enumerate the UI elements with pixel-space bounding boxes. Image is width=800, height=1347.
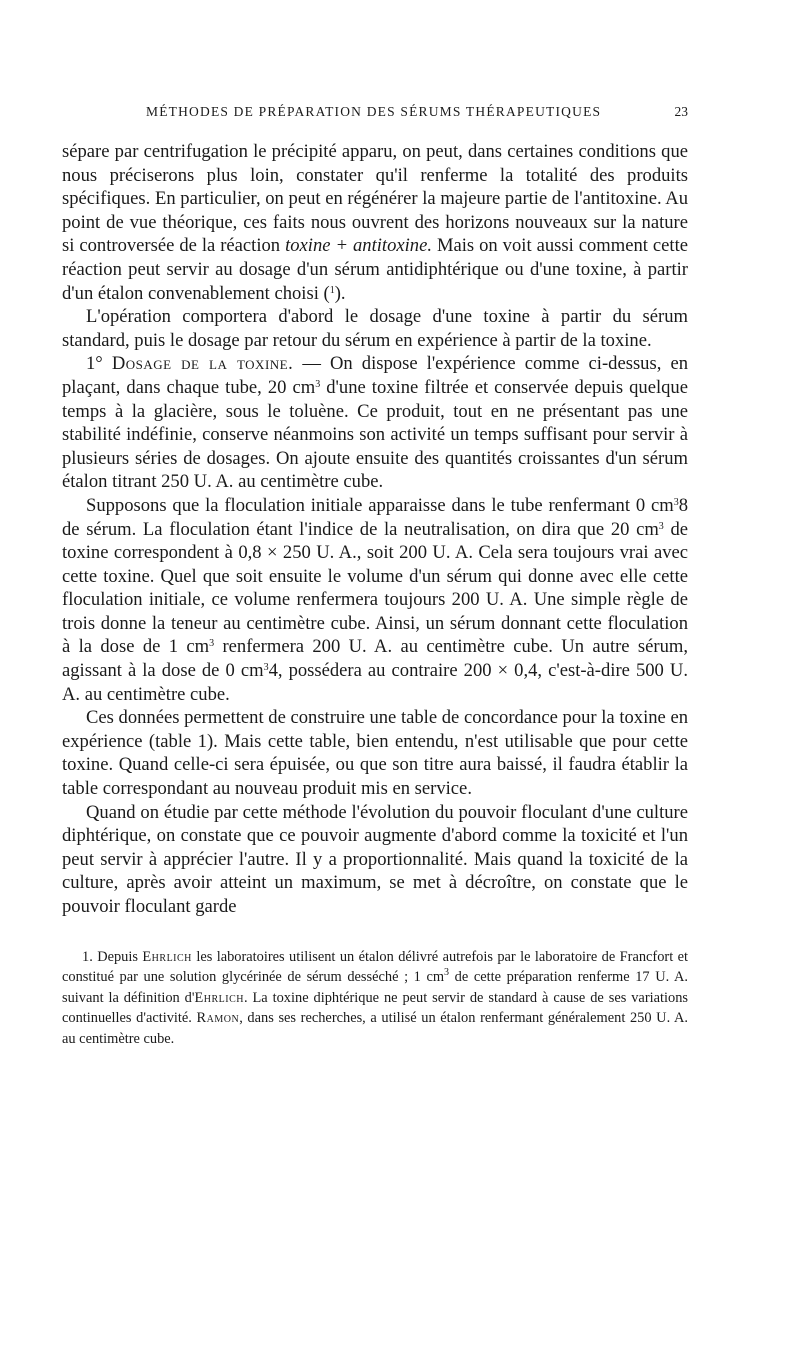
- running-header: [62, 100, 688, 122]
- section-heading: Dosage de la toxine.: [111, 353, 294, 375]
- text-run: . La toxine diphtérique ne peut servir de standard à cause de ses variations continuelles d'activité.: [62, 989, 688, 1027]
- author-name: Ramon: [196, 1010, 240, 1027]
- footnote-number: 1.: [82, 948, 93, 965]
- section-number: 1°: [86, 353, 103, 375]
- text-run: de toxine correspondent à 0,8 × 250 U. A., soit 200 U. A. Cela sera toujours vrai avec cette toxine. Quel que soit ensuite le volume d'un sérum qui donne avec elle cette floculation initiale, ce volume renfermera toujours 200 U. A. Une simple règle de trois donne la teneur au centimètre cube. Ainsi, un sérum donnant cette floculation à la dose de 1 cm: [62, 518, 688, 658]
- formula-toxine-antitoxine: toxine + antitoxine.: [285, 235, 432, 257]
- text-run: de cette préparation renferme 17 U. A. suivant la définition d': [62, 969, 688, 1006]
- text-run: 8 de sérum. La floculation étant l'indice de la neutralisation, on dira que 20 cm: [62, 494, 688, 540]
- text-run: , dans ses recherches, a utilisé un étalon renfermant généralement 250 U. A. au centimètre cube.: [62, 1010, 689, 1047]
- paragraph-4: [62, 494, 688, 706]
- superscript: 3: [658, 520, 664, 532]
- text-run: Supposons que la floculation initiale apparaisse dans le tube renfermant 0 cm: [86, 494, 674, 516]
- text-run: ).: [334, 282, 346, 304]
- superscript: 3: [673, 496, 679, 508]
- paragraph-5: Ces données permettent de construire une table de concordance pour la toxine en expérience (table 1). Mais cette table, bien entendu, n'est utilisable que pour cette toxine. Quand celle-ci sera épuisée, ou que son titre aura baissé, il faudra établir la table correspondant au nouveau produit mis en service.: [62, 707, 688, 800]
- text-run: 4, possédera au contraire 200 × 0,4, c'est-à-dire 500 U. A. au centimètre cube.: [62, 660, 688, 705]
- paragraph-1: [62, 140, 688, 305]
- body-text: [62, 140, 688, 919]
- text-run: — On dispose l'expérience comme ci-dessus, en plaçant, dans chaque tube, 20 cm: [62, 353, 688, 398]
- paragraph-3: [62, 352, 688, 494]
- superscript: 3: [315, 378, 321, 390]
- footnote-1: [62, 947, 688, 1050]
- text-run: Mais on voit aussi comment cette réaction peut servir au dosage d'un sérum antidiphtérique ou d'une toxine, à partir d'un étalon convenablement choisi (: [62, 235, 688, 304]
- paragraph-6: Quand on étudie par cette méthode l'évolution du pouvoir floculant d'une culture diphtérique, on constate que ce pouvoir augmente d'abord comme la toxicité et l'un peut servir à apprécier l'autre. Il y a proportionnalité. Mais quand la toxicité de la culture, après avoir atteint un maximum, se met à décroître, on constate que le pouvoir floculant garde: [62, 801, 688, 917]
- text-run: sépare par centrifugation le précipité apparu, on peut, dans certaines conditions que nous préciserons plus loin, constater qu'il renferme la totalité des produits spécifiques. En particulier, on peut en régénérer la majeure partie de l'antitoxine. Au point de vue théorique, ces faits nous ouvrent des horizons nouveaux sur la nature si controversée de la réaction: [62, 141, 688, 257]
- superscript: 3: [444, 967, 450, 979]
- author-name: Ehrlich: [194, 989, 244, 1006]
- page-number: 23: [674, 104, 688, 119]
- running-title: MÉTHODES DE PRÉPARATION DES SÉRUMS THÉRAPEUTIQUES: [146, 104, 602, 119]
- footnotes: [62, 947, 688, 1050]
- text-run: d'une toxine filtrée et conservée depuis quelque temps à la glacière, sous le toluène. Ce produit, tout en ne présentant pas une stabilité indéfinie, conserve néanmoins son activité un temps suffisant pour servir à plusieurs séries de dosages. On ajoute ensuite des quantités croissantes d'un sérum étalon titrant 250 U. A. au centimètre cube.: [62, 376, 688, 493]
- book-page: [62, 100, 688, 1050]
- text-run: les laboratoires utilisent un étalon délivré autrefois par le laboratoire de Francfort et constitué par une solution glycérinée de sérum desséché ; 1 cm: [62, 948, 688, 986]
- footnote-ref: 1: [329, 284, 335, 296]
- superscript: 3: [263, 662, 269, 674]
- author-name: Ehrlich: [142, 948, 192, 965]
- superscript: 3: [209, 638, 215, 650]
- text-run: Depuis: [92, 948, 143, 965]
- paragraph-2: L'opération comportera d'abord le dosage d'une toxine à partir du sérum standard, puis le dosage par retour du sérum en expérience à partir de la toxine.: [62, 306, 688, 351]
- text-run: renfermera 200 U. A. au centimètre cube. Un autre sérum, agissant à la dose de 0 cm: [62, 636, 689, 682]
